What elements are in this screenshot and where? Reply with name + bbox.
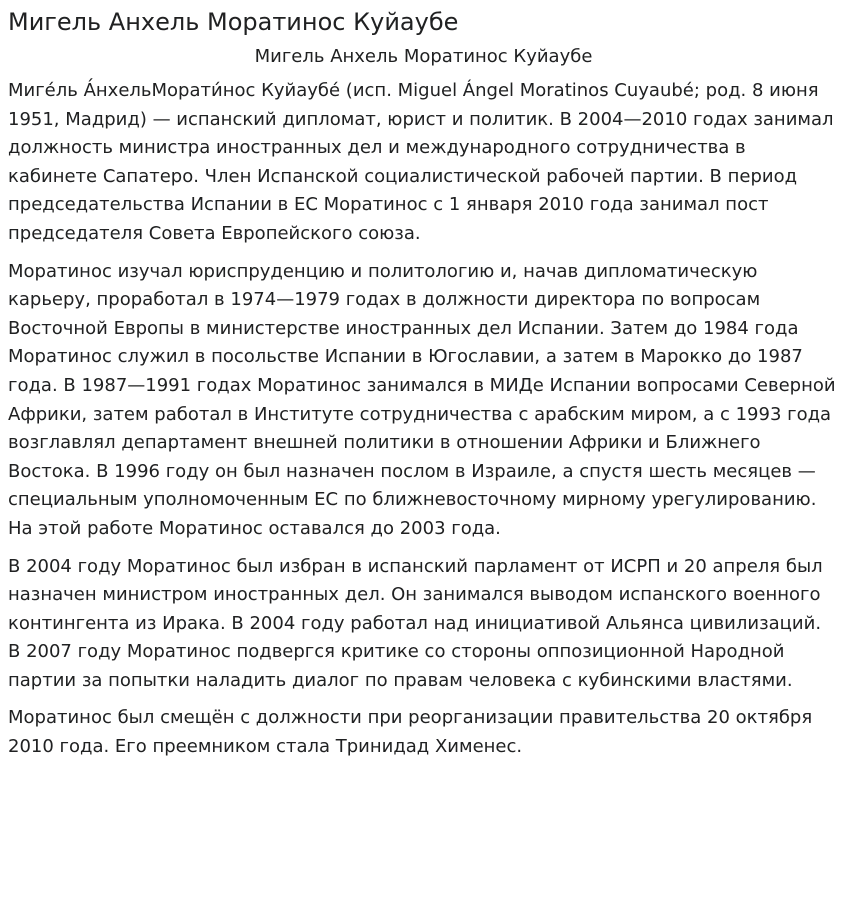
- article-paragraph-minister: В 2004 году Моратинос был избран в испанский парламент от ИСРП и 20 апреля был назначен министром иностранных дел. Он занимался выводом испанского военного контингента из Ирака. В 2004 году работал над инициативой Альянса цивилизаций. В 2007 году Моратинос подвергся критике со стороны оппозиционной Народной партии за попытки наладить диалог по правам человека с кубинскими властями.: [8, 555, 823, 691]
- image-caption: Мигель Анхель Моратинос Куйаубе: [254, 46, 593, 67]
- article-paragraph-intro: Миге́ль А́нхельМорати́нос Куйаубе́ (исп. Miguel Ángel Moratinos Cuyaubé; род. 8 июня 1951, Мадрид) — испанский дипломат, юрист и политик. В 2004—2010 годах занимал должность министра иностранных дел и международного сотрудничества в кабинете Сапатеро. Член Испанской социалистической рабочей партии. В период председательства Испании в ЕС Моратинос с 1 января 2010 года занимал пост председателя Совета Европейского союза.: [8, 80, 834, 244]
- article-paragraph-dismissal: Моратинос был смещён с должности при реорганизации правительства 20 октября 2010 года. Его преемником стала Тринидад Хименес.: [8, 707, 813, 758]
- article-paragraph-career: Моратинос изучал юриспруденцию и политологию и, начав дипломатическую карьеру, проработал в 1974—1979 годах в должности директора по вопросам Восточной Европы в министерстве иностранных дел Испании. Затем до 1984 года Моратинос служил в посольстве Испании в Югославии, а затем в Марокко до 1987 года. В 1987—1991 годах Моратинос занимался в МИДе Испании вопросами Северной Африки, затем работал в Институте сотрудничества с арабским миром, а с 1993 года возглавлял департамент внешней политики в отношении Африки и Ближнего Востока. В 1996 году он был назначен послом в Израиле, а спустя шесть месяцев — специальным уполномоченным ЕС по ближневосточному мирному урегулированию. На этой работе Моратинос оставался до 2003 года.: [8, 260, 836, 539]
- page-title: Мигель Анхель Моратинос Куйаубе: [8, 8, 459, 36]
